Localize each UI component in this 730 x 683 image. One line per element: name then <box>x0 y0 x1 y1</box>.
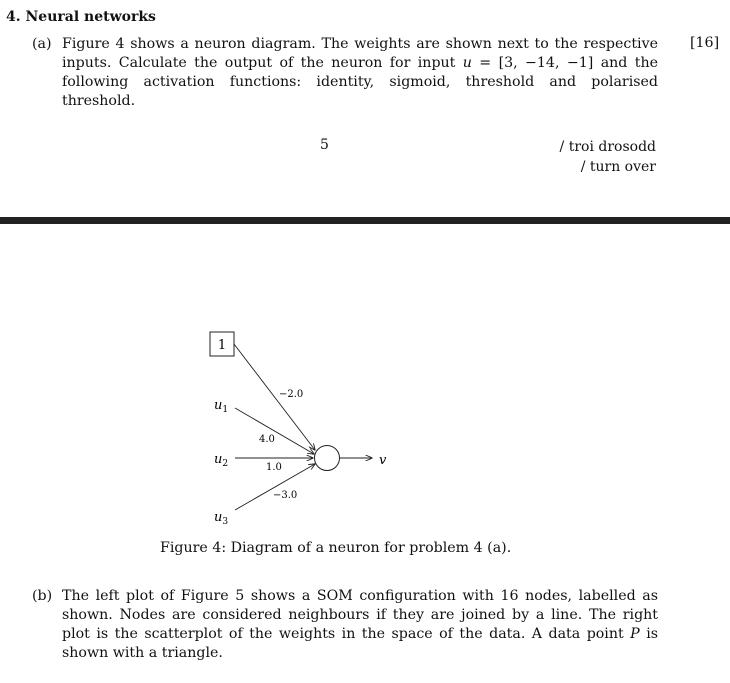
part-b-label: (b) <box>32 588 53 604</box>
part-b-var-p: P <box>630 626 640 642</box>
part-a-text-1: Figure 4 shows a neuron diagram. The weights are shown next to the respective inputs. Calculate the output of the neuron for input <box>62 36 658 71</box>
turn-over-english: / turn over <box>580 159 656 175</box>
part-a-var-u: u <box>462 55 472 71</box>
question-heading: 4. Neural networks <box>6 9 156 25</box>
weight-u3: −3.0 <box>273 490 298 501</box>
weight-u2: 1.0 <box>266 462 282 473</box>
part-a-text-2: = [3, −14, −1] and the following activation functions: identity, sigmoid, threshold and polarised threshold. <box>62 55 658 109</box>
turn-over-welsh: / troi drosodd <box>559 139 656 155</box>
weight-u1: 4.0 <box>259 434 275 445</box>
part-b-text-1: The left plot of Figure 5 shows a SOM configuration with 16 nodes, labelled as shown. Nodes are considered neighbours if they are joined by a line. The right plot is the scatterplot of the weights in the space of the data. A data point <box>62 588 658 642</box>
figure-caption: Figure 4: Diagram of a neuron for problem 4 (a). <box>160 540 512 556</box>
input-u2-label: $u_2$ <box>214 452 229 469</box>
part-b-text <box>62 587 658 663</box>
page-number: 5 <box>320 137 329 153</box>
neuron-node <box>315 446 340 471</box>
part-a-label: (a) <box>32 36 52 52</box>
part-b-text-2: is shown with a triangle. <box>62 626 659 661</box>
marks-label: [16] <box>690 35 720 51</box>
input-u1-label: $u_1$ <box>214 398 229 415</box>
output-v-label: v <box>379 453 387 468</box>
bias-label: 1 <box>217 338 227 353</box>
input-u3-label: $u_3$ <box>214 510 229 527</box>
edge-u1 <box>235 408 314 454</box>
weight-bias: −2.0 <box>279 389 304 400</box>
